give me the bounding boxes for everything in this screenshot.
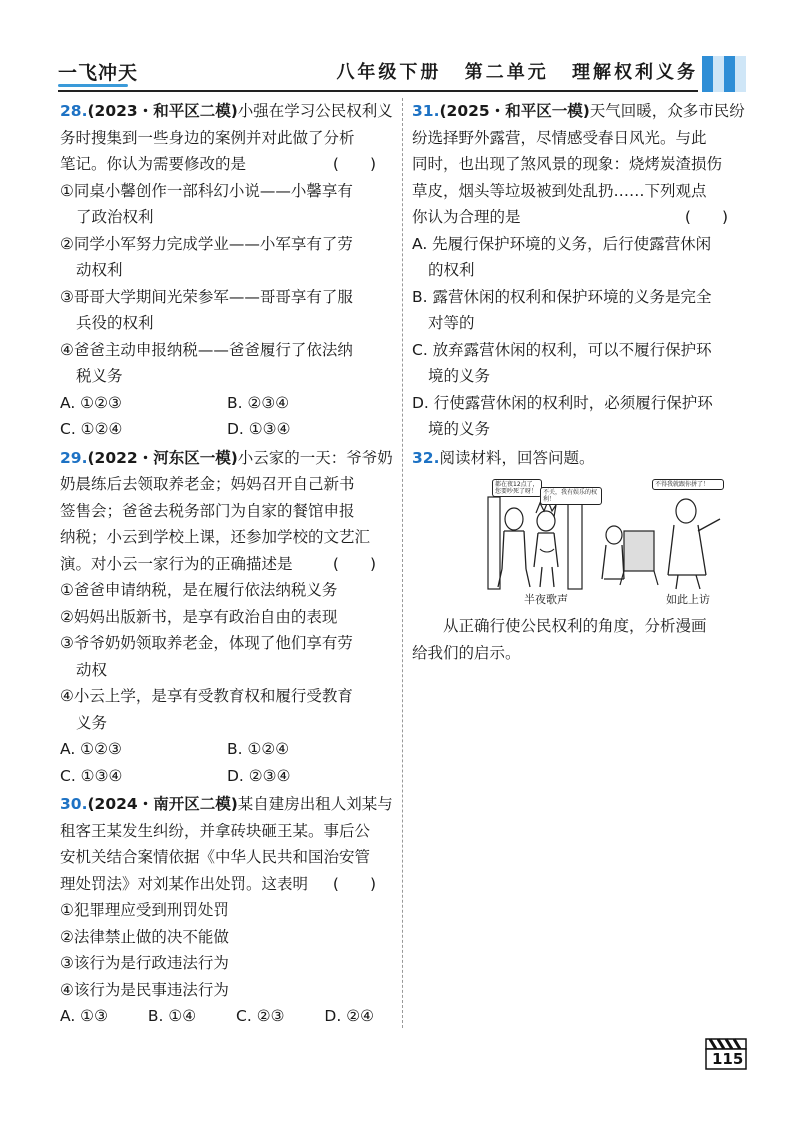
q31-source: (2025・和平区一模) xyxy=(439,102,590,120)
answer-paren[interactable]: ( ) xyxy=(332,155,376,173)
q28-options xyxy=(60,390,394,417)
q28-item: ④爸爸主动申报纳税——爸爸履行了依法纳 税义务 xyxy=(60,340,353,385)
speech-bubble: 不得我就跟你拼了！ xyxy=(652,479,724,490)
page-header xyxy=(0,0,800,95)
q28-options xyxy=(60,416,394,443)
option-a[interactable]: A. ①②③ xyxy=(60,393,122,412)
option-d[interactable]: D. ②④ xyxy=(324,1007,374,1025)
q29-options xyxy=(60,763,394,790)
option-b[interactable]: B. 露营休闲的权利和保护环境的义务是完全 对等的 xyxy=(412,287,712,332)
q29-options xyxy=(60,736,394,763)
q30-item: ②法律禁止做的决不能做 xyxy=(60,927,229,946)
answer-paren[interactable]: ( ) xyxy=(684,208,728,226)
option-a[interactable]: A. ①②③ xyxy=(60,740,122,758)
option-b[interactable]: B. ①②④ xyxy=(227,740,290,758)
q30-number: 30. xyxy=(60,795,88,813)
speech-bubble: 都在夜12点了，您要吵死了呀！ xyxy=(492,479,542,497)
page-number: 115 xyxy=(712,1050,744,1068)
option-b[interactable]: B. ②③④ xyxy=(227,393,290,412)
q29-item: ②妈妈出版新书，是享有政治自由的表现 xyxy=(60,607,338,626)
answer-paren[interactable]: ( ) xyxy=(332,874,376,893)
right-column xyxy=(412,98,746,668)
cartoon-caption-1: 半夜歌声 xyxy=(524,593,568,606)
q29-source: (2022・河东区一模) xyxy=(87,448,238,467)
question-28: 28.(2023・和平区二模)小强在学习公民权利义 务时搜集到一些身边的案例并对此做了分析 笔记。你认为需要修改的是 ( ) ①同桌小馨创作一部科幻小说——小馨享有 了政治权利 ②同学小军努力完成学业——小军享有了劳 动权利 ③哥哥大学期间光荣参军——哥哥享有了服 兵役的权利 ④爸爸主动申报纳税——爸爸履行了依法纳 税义务 A. ①②③ B. ②③④ C. ①②④ D. ①③④ xyxy=(60,98,394,443)
q30-source: (2024・南开区二模) xyxy=(87,795,238,813)
answer-paren[interactable]: ( ) xyxy=(332,554,376,573)
question-32 xyxy=(412,445,746,667)
q29-number: 29. xyxy=(60,448,88,467)
header-topic: 理解权利义务 xyxy=(572,62,698,83)
q28-number: 28. xyxy=(60,102,88,120)
option-b[interactable]: B. ①④ xyxy=(147,1007,197,1025)
q30-options xyxy=(60,1003,394,1030)
q30-item: ③该行为是行政违法行为 xyxy=(60,954,229,972)
header-unit: 第二单元 xyxy=(464,62,549,83)
option-d[interactable]: D. ②③④ xyxy=(227,766,291,785)
q28-source: (2023・和平区二模) xyxy=(87,102,238,120)
speech-bubble: 不关，我有娱乐的权利！ xyxy=(540,487,602,505)
q28-item: ①同桌小馨创作一部科幻小说——小馨享有 了政治权利 xyxy=(60,181,353,226)
q32-question: 从正确行使公民权利的角度，分析漫画 xyxy=(443,617,707,635)
header-title xyxy=(336,58,698,84)
q30-item: ①犯罪理应受到刑罚处罚 xyxy=(60,901,229,919)
question-30: 30.(2024・南开区二模)某自建房出租人刘某与 租客王某发生纠纷，并拿砖块砸王某。事后公 安机关结合案情依据《中华人民共和国治安管 理处罚法》对刘某作出处罚。这表明 ( ) ①犯罪理应受到刑罚处罚 ②法律禁止做的决不能做 ③该行为是行政违法行为 ④该行为是民事违法行为 A. ①③ B. ①④ C. ②③ D. ②④ xyxy=(60,791,394,1030)
question-31: 31.(2025・和平区一模)天气回暖，众多市民纷 纷选择野外露营，尽情感受春日风光。与此 同时，也出现了煞风景的现象：烧烤炭渣损伤 草皮，烟头等垃圾被到处乱扔……下列观点 你认为合理的是 ( ) A. 先履行保护环境的义务，后行使露营休闲 的权利 B. 露营休闲的权利和保护环境的义务是完全 对等的 C. 放弃露营休闲的权利，可以不履行保护环 境的义务 D. 行使露营休闲的权利时，必须履行保护环 境的义务 xyxy=(412,98,746,443)
option-c[interactable]: C. ①②④ xyxy=(60,420,123,438)
logo-swoosh xyxy=(58,84,128,87)
book-logo: 一飞冲天 xyxy=(58,62,139,84)
cartoon-illustration xyxy=(474,479,742,607)
option-c[interactable]: C. ②③ xyxy=(236,1007,285,1025)
column-divider xyxy=(402,98,403,1028)
q30-item: ④该行为是民事违法行为 xyxy=(60,980,229,999)
left-column xyxy=(60,98,394,1032)
q31-number: 31. xyxy=(412,102,440,120)
header-rule xyxy=(58,90,698,92)
cartoon-caption-2: 如此上访 xyxy=(666,593,710,606)
option-a[interactable]: A. 先履行保护环境的义务，后行使露营休闲 的权利 xyxy=(412,234,712,279)
question-29: 29.(2022・河东区一模)小云家的一天：爷爷奶 奶晨练后去领取养老金；妈妈召开自己新书 签售会；爸爸去税务部门为自家的餐馆申报 纳税；小云到学校上课，还参加学校的文艺汇 演。对小云一家行为的正确描述是 ( ) ①爸爸申请纳税，是在履行依法纳税义务 ②妈妈出版新书，是享有政治自由的表现 ③爷爷奶奶领取养老金，体现了他们享有劳 动权 ④小云上学，是享有受教育权和履行受教育 义务 A. ①②③ B. ①②④ C. ①③④ D. ②③④ xyxy=(60,445,394,790)
q32-number: 32. xyxy=(412,448,440,467)
q28-stem: 28.(2023・和平区二模)小强在学习公民权利义 xyxy=(60,102,393,120)
q32-question-cont: 给我们的启示。 xyxy=(412,643,521,662)
q28-item: ②同学小军努力完成学业——小军享有了劳 动权利 xyxy=(60,234,353,279)
q29-item: ③爷爷奶奶领取养老金，体现了他们享有劳 动权 xyxy=(60,634,353,679)
header-grade: 八年级下册 xyxy=(336,62,442,83)
option-c[interactable]: C. 放弃露营休闲的权利，可以不履行保护环 境的义务 xyxy=(412,340,712,385)
checker-decoration-icon xyxy=(702,56,746,92)
option-a[interactable]: A. ①③ xyxy=(60,1007,108,1025)
option-d[interactable]: D. 行使露营休闲的权利时，必须履行保护环 境的义务 xyxy=(412,393,713,438)
option-c[interactable]: C. ①③④ xyxy=(60,766,123,785)
q29-item: ①爸爸申请纳税，是在履行依法纳税义务 xyxy=(60,581,338,599)
q32-stem: 阅读材料，回答问题。 xyxy=(439,448,595,467)
option-d[interactable]: D. ①③④ xyxy=(227,420,291,438)
q29-item: ④小云上学，是享有受教育权和履行受教育 义务 xyxy=(60,687,353,732)
q28-item: ③哥哥大学期间光荣参军——哥哥享有了服 兵役的权利 xyxy=(60,287,353,332)
